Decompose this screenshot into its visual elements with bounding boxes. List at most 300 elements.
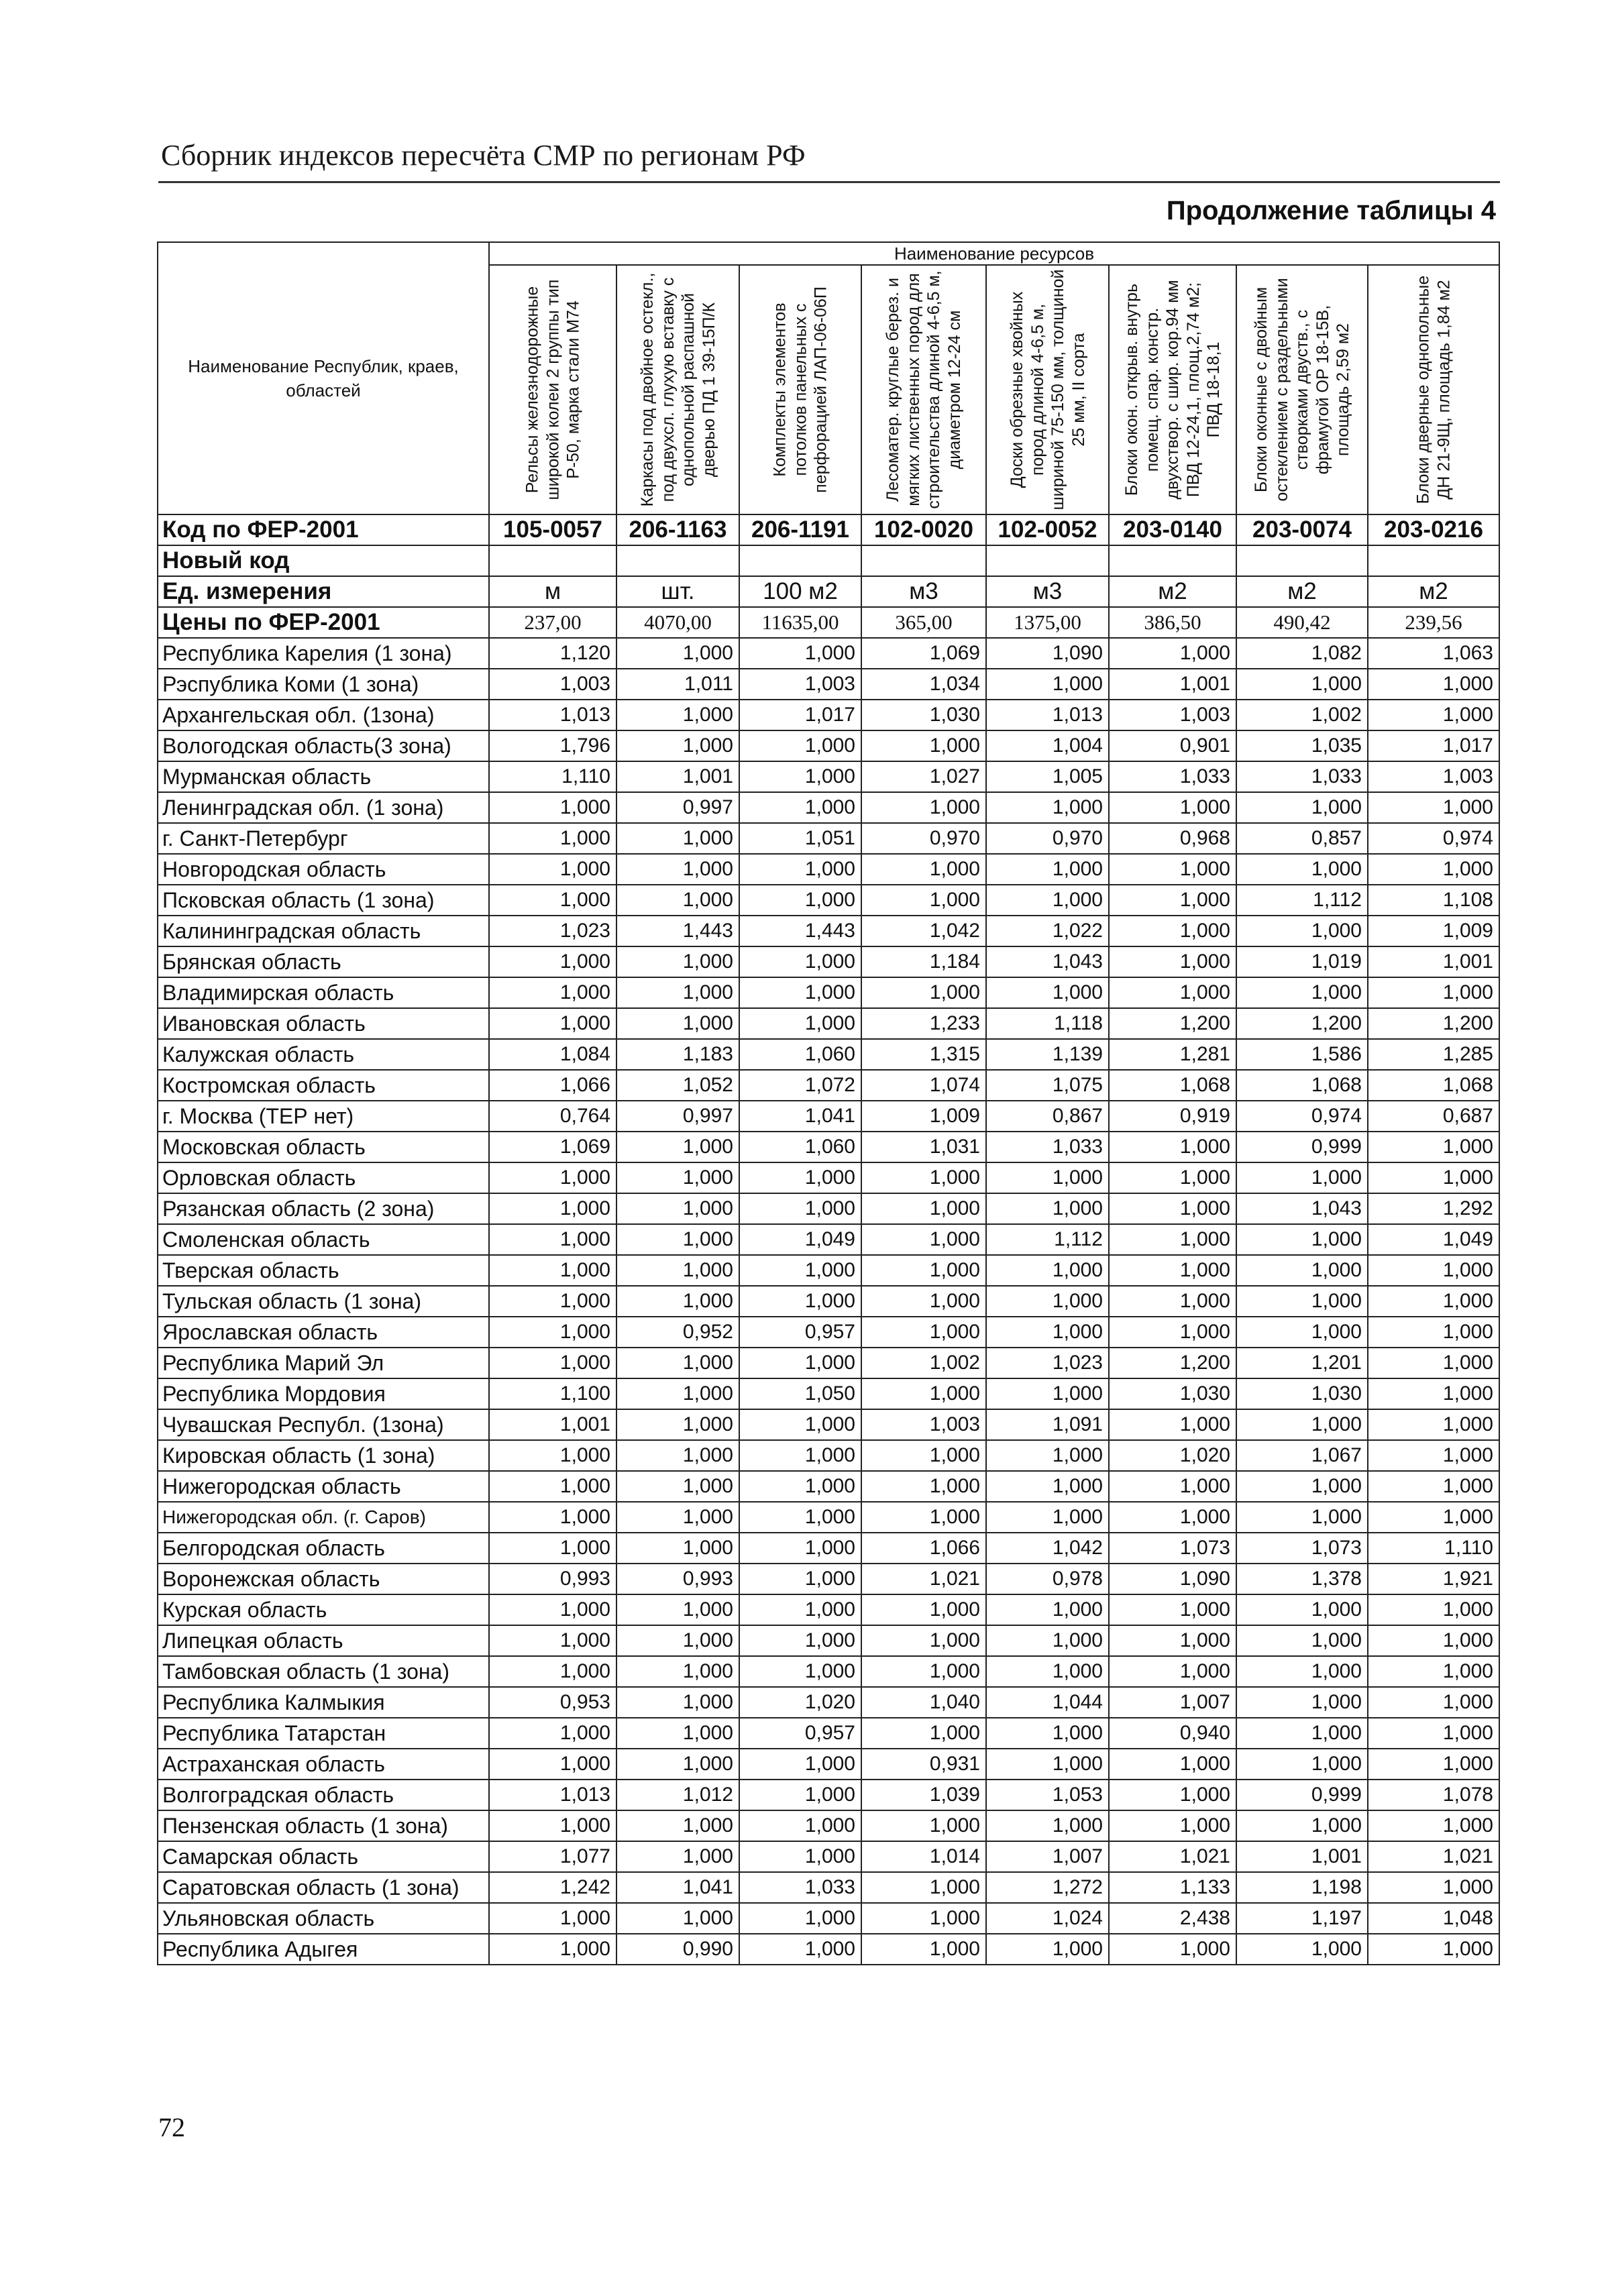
index-value: 1,000 bbox=[1236, 1502, 1368, 1533]
index-value: 1,000 bbox=[861, 1317, 986, 1348]
table-row bbox=[158, 1841, 1499, 1872]
resource-name-text: Блоки окон. открыв. внутрь помещ. спар. констр. двухствор. с шир. кор.94 мм ПВД 12-24,1, площ.2,74 м2; ПВД 18-18,1 bbox=[1122, 280, 1223, 500]
index-value: 1,000 bbox=[739, 1286, 861, 1317]
table-row bbox=[158, 638, 1499, 669]
index-value: 1,000 bbox=[1236, 1625, 1368, 1656]
new-code-row-label: Новый код bbox=[158, 545, 489, 576]
index-value: 1,000 bbox=[489, 1162, 616, 1193]
region-name: Ярославская область bbox=[158, 1317, 489, 1348]
index-value: 1,000 bbox=[1109, 1162, 1236, 1193]
index-value: 1,069 bbox=[489, 1132, 616, 1162]
index-value: 1,000 bbox=[739, 792, 861, 823]
index-value: 1,000 bbox=[1109, 1749, 1236, 1780]
index-value: 1,000 bbox=[861, 1872, 986, 1903]
index-value: 1,000 bbox=[1109, 1317, 1236, 1348]
index-value: 1,005 bbox=[986, 761, 1109, 792]
index-value: 1,110 bbox=[489, 761, 616, 792]
index-value: 1,003 bbox=[861, 1409, 986, 1440]
index-value: 1,281 bbox=[1109, 1039, 1236, 1070]
index-value: 1,000 bbox=[616, 1255, 739, 1286]
index-value: 1,586 bbox=[1236, 1039, 1368, 1070]
index-value: 1,000 bbox=[986, 1193, 1109, 1224]
region-name: Ивановская область bbox=[158, 1008, 489, 1039]
index-value: 1,000 bbox=[861, 1471, 986, 1502]
index-value: 1,007 bbox=[986, 1841, 1109, 1872]
index-value: 1,000 bbox=[1236, 916, 1368, 946]
index-value: 1,000 bbox=[616, 977, 739, 1008]
index-value: 1,082 bbox=[1236, 638, 1368, 669]
index-value: 0,919 bbox=[1109, 1101, 1236, 1132]
region-name: Республика Адыгея bbox=[158, 1934, 489, 1965]
index-value: 0,857 bbox=[1236, 823, 1368, 854]
index-value: 1,000 bbox=[1236, 1409, 1368, 1440]
resource-code: 206-1191 bbox=[739, 514, 861, 545]
index-value: 1,000 bbox=[1109, 854, 1236, 885]
new-code-cell bbox=[1236, 545, 1368, 576]
index-value: 1,020 bbox=[1109, 1440, 1236, 1471]
table-row bbox=[158, 1718, 1499, 1749]
index-value: 2,438 bbox=[1109, 1903, 1236, 1934]
resource-code: 203-0140 bbox=[1109, 514, 1236, 545]
table-row bbox=[158, 854, 1499, 885]
index-value: 1,066 bbox=[861, 1533, 986, 1564]
index-value: 1,000 bbox=[739, 730, 861, 761]
index-value: 1,030 bbox=[861, 700, 986, 730]
index-value: 0,974 bbox=[1368, 823, 1499, 854]
index-value: 1,000 bbox=[739, 638, 861, 669]
index-value: 1,072 bbox=[739, 1070, 861, 1101]
region-column-header: Наименование Республик, краев, областей bbox=[158, 242, 489, 514]
index-value: 1,000 bbox=[616, 1348, 739, 1378]
index-value: 1,000 bbox=[489, 1594, 616, 1625]
region-name: Нижегородская обл. (г. Саров) bbox=[158, 1502, 489, 1533]
resource-price: 386,50 bbox=[1109, 607, 1236, 638]
index-value: 0,931 bbox=[861, 1749, 986, 1780]
index-value: 1,021 bbox=[1368, 1841, 1499, 1872]
index-value: 1,000 bbox=[1109, 1286, 1236, 1317]
index-value: 0,999 bbox=[1236, 1780, 1368, 1810]
index-value: 0,978 bbox=[986, 1564, 1109, 1594]
region-name: Республика Татарстан bbox=[158, 1718, 489, 1749]
region-name: Республика Мордовия bbox=[158, 1378, 489, 1409]
index-value: 1,000 bbox=[1236, 669, 1368, 700]
code-row bbox=[158, 514, 1499, 545]
index-value: 1,000 bbox=[739, 1008, 861, 1039]
region-name: Калининградская область bbox=[158, 916, 489, 946]
index-value: 1,033 bbox=[1236, 761, 1368, 792]
index-value: 1,000 bbox=[489, 1317, 616, 1348]
index-value: 1,000 bbox=[489, 946, 616, 977]
resource-code: 102-0052 bbox=[986, 514, 1109, 545]
index-value: 1,000 bbox=[616, 823, 739, 854]
resource-unit: шт. bbox=[616, 576, 739, 607]
index-value: 1,000 bbox=[986, 1810, 1109, 1841]
region-name: Курская область bbox=[158, 1594, 489, 1625]
index-value: 1,017 bbox=[1368, 730, 1499, 761]
index-value: 1,000 bbox=[1109, 916, 1236, 946]
index-value: 0,970 bbox=[861, 823, 986, 854]
index-value: 1,378 bbox=[1236, 1564, 1368, 1594]
region-name: Калужская область bbox=[158, 1039, 489, 1070]
index-value: 1,000 bbox=[489, 977, 616, 1008]
table-row bbox=[158, 885, 1499, 916]
index-value: 1,000 bbox=[616, 1533, 739, 1564]
region-name: г. Санкт-Петербург bbox=[158, 823, 489, 854]
index-value: 1,060 bbox=[739, 1039, 861, 1070]
resource-name-text: Рельсы железнодорожные широкой колеи 2 группы тип Р-50, марка стали М74 bbox=[523, 279, 583, 500]
index-value: 0,952 bbox=[616, 1317, 739, 1348]
index-value: 1,000 bbox=[739, 761, 861, 792]
index-value: 1,011 bbox=[616, 669, 739, 700]
resource-unit: м bbox=[489, 576, 616, 607]
index-value: 1,100 bbox=[489, 1378, 616, 1409]
index-value: 1,001 bbox=[1368, 946, 1499, 977]
index-value: 1,077 bbox=[489, 1841, 616, 1872]
region-name: Тамбовская область (1 зона) bbox=[158, 1656, 489, 1687]
index-value: 1,000 bbox=[986, 1440, 1109, 1471]
index-value: 1,043 bbox=[1236, 1193, 1368, 1224]
index-value: 1,000 bbox=[616, 1718, 739, 1749]
resource-unit: м3 bbox=[861, 576, 986, 607]
index-value: 1,075 bbox=[986, 1070, 1109, 1101]
index-value: 1,000 bbox=[861, 854, 986, 885]
index-value: 1,000 bbox=[986, 1471, 1109, 1502]
index-value: 1,000 bbox=[861, 1594, 986, 1625]
index-value: 0,997 bbox=[616, 792, 739, 823]
index-value: 0,764 bbox=[489, 1101, 616, 1132]
resource-name-header bbox=[861, 265, 986, 514]
index-value: 1,000 bbox=[489, 1008, 616, 1039]
index-value: 1,000 bbox=[739, 1656, 861, 1687]
index-value: 0,953 bbox=[489, 1687, 616, 1718]
index-value: 1,049 bbox=[1368, 1224, 1499, 1255]
index-value: 1,000 bbox=[1109, 1502, 1236, 1533]
table-row bbox=[158, 916, 1499, 946]
index-value: 1,002 bbox=[861, 1348, 986, 1378]
region-name: Тверская область bbox=[158, 1255, 489, 1286]
index-value: 1,000 bbox=[1109, 792, 1236, 823]
resource-unit: м3 bbox=[986, 576, 1109, 607]
region-name: Костромская область bbox=[158, 1070, 489, 1101]
index-value: 1,053 bbox=[986, 1780, 1109, 1810]
index-value: 1,000 bbox=[616, 730, 739, 761]
index-value: 1,272 bbox=[986, 1872, 1109, 1903]
index-value: 1,000 bbox=[986, 1255, 1109, 1286]
index-value: 1,000 bbox=[861, 1625, 986, 1656]
index-value: 1,000 bbox=[489, 1810, 616, 1841]
index-value: 1,000 bbox=[489, 1533, 616, 1564]
region-name: Волгоградская область bbox=[158, 1780, 489, 1810]
index-value: 1,013 bbox=[489, 700, 616, 730]
index-value: 1,183 bbox=[616, 1039, 739, 1070]
resource-price: 239,56 bbox=[1368, 607, 1499, 638]
unit-row bbox=[158, 576, 1499, 607]
index-value: 1,000 bbox=[616, 1440, 739, 1471]
index-value: 1,003 bbox=[489, 669, 616, 700]
table-row bbox=[158, 1903, 1499, 1934]
region-name: Смоленская область bbox=[158, 1224, 489, 1255]
index-value: 1,000 bbox=[616, 1132, 739, 1162]
index-value: 1,000 bbox=[861, 1193, 986, 1224]
index-value: 1,078 bbox=[1368, 1780, 1499, 1810]
table-continuation-label: Продолжение таблицы 4 bbox=[1166, 196, 1496, 225]
index-value: 0,968 bbox=[1109, 823, 1236, 854]
region-name: Нижегородская область bbox=[158, 1471, 489, 1502]
table-row bbox=[158, 700, 1499, 730]
index-value: 1,014 bbox=[861, 1841, 986, 1872]
index-value: 1,000 bbox=[1109, 1656, 1236, 1687]
table-row bbox=[158, 1193, 1499, 1224]
index-value: 1,052 bbox=[616, 1070, 739, 1101]
index-value: 1,796 bbox=[489, 730, 616, 761]
region-name: Республика Марий Эл bbox=[158, 1348, 489, 1378]
index-value: 1,000 bbox=[616, 1810, 739, 1841]
index-value: 1,000 bbox=[616, 1193, 739, 1224]
index-value: 1,073 bbox=[1109, 1533, 1236, 1564]
resource-name-text: Лесоматер. круглые берез. и мягких лиственных пород для строительства длиной 4-6,5 м, диаметром 12-24 см bbox=[883, 270, 964, 509]
index-value: 1,000 bbox=[616, 1378, 739, 1409]
index-value: 1,000 bbox=[489, 792, 616, 823]
index-value: 1,000 bbox=[489, 1903, 616, 1934]
index-value: 1,000 bbox=[616, 1409, 739, 1440]
index-value: 1,000 bbox=[986, 1378, 1109, 1409]
index-value: 1,000 bbox=[861, 1286, 986, 1317]
index-value: 1,000 bbox=[1109, 1625, 1236, 1656]
resource-code: 203-0074 bbox=[1236, 514, 1368, 545]
index-value: 1,000 bbox=[861, 1810, 986, 1841]
index-value: 1,022 bbox=[986, 916, 1109, 946]
index-value: 1,000 bbox=[489, 823, 616, 854]
resource-price: 490,42 bbox=[1236, 607, 1368, 638]
index-value: 1,017 bbox=[739, 700, 861, 730]
index-value: 1,033 bbox=[1109, 761, 1236, 792]
index-value: 1,000 bbox=[986, 669, 1109, 700]
index-value: 1,000 bbox=[986, 885, 1109, 916]
resource-name-header bbox=[616, 265, 739, 514]
table-row bbox=[158, 1224, 1499, 1255]
index-value: 1,242 bbox=[489, 1872, 616, 1903]
resource-name-text: Каркасы под двойное остекл., под двухсл. глухую вставку с однопольной распашной дверью ПД 1 39-15П/К bbox=[637, 272, 718, 507]
index-value: 1,060 bbox=[739, 1132, 861, 1162]
table-row bbox=[158, 1162, 1499, 1193]
index-value: 1,000 bbox=[1109, 946, 1236, 977]
index-value: 1,000 bbox=[861, 730, 986, 761]
table-row bbox=[158, 1471, 1499, 1502]
index-value: 1,000 bbox=[1109, 1810, 1236, 1841]
table-row bbox=[158, 1780, 1499, 1810]
index-value: 0,901 bbox=[1109, 730, 1236, 761]
index-value: 1,285 bbox=[1368, 1039, 1499, 1070]
index-value: 1,120 bbox=[489, 638, 616, 669]
index-value: 1,023 bbox=[986, 1348, 1109, 1378]
region-name: Вологодская область(3 зона) bbox=[158, 730, 489, 761]
index-value: 1,027 bbox=[861, 761, 986, 792]
index-value: 1,000 bbox=[739, 1440, 861, 1471]
table-row bbox=[158, 1687, 1499, 1718]
index-value: 1,000 bbox=[1236, 1255, 1368, 1286]
resource-name-header bbox=[1368, 265, 1499, 514]
region-name: Чувашская Республ. (1зона) bbox=[158, 1409, 489, 1440]
price-row-label: Цены по ФЕР-2001 bbox=[158, 607, 489, 638]
index-value: 1,000 bbox=[739, 854, 861, 885]
index-value: 1,000 bbox=[1109, 977, 1236, 1008]
index-value: 1,012 bbox=[616, 1780, 739, 1810]
index-value: 1,021 bbox=[1109, 1841, 1236, 1872]
index-value: 1,000 bbox=[1368, 1409, 1499, 1440]
index-value: 1,000 bbox=[616, 1687, 739, 1718]
index-value: 1,110 bbox=[1368, 1533, 1499, 1564]
index-value: 0,957 bbox=[739, 1718, 861, 1749]
resource-price: 365,00 bbox=[861, 607, 986, 638]
index-value: 1,007 bbox=[1109, 1687, 1236, 1718]
index-value: 1,000 bbox=[489, 1193, 616, 1224]
index-value: 1,000 bbox=[1109, 1224, 1236, 1255]
index-value: 1,139 bbox=[986, 1039, 1109, 1070]
index-value: 1,000 bbox=[1236, 854, 1368, 885]
new-code-cell bbox=[489, 545, 616, 576]
table-row bbox=[158, 1255, 1499, 1286]
index-value: 1,000 bbox=[489, 1749, 616, 1780]
index-value: 1,000 bbox=[616, 1749, 739, 1780]
index-value: 1,002 bbox=[1236, 700, 1368, 730]
index-value: 1,000 bbox=[489, 854, 616, 885]
index-value: 1,009 bbox=[1368, 916, 1499, 946]
resource-unit: м2 bbox=[1109, 576, 1236, 607]
index-value: 1,000 bbox=[489, 1934, 616, 1965]
index-value: 1,000 bbox=[986, 1594, 1109, 1625]
table-row bbox=[158, 1440, 1499, 1471]
index-value: 1,000 bbox=[986, 792, 1109, 823]
table-row bbox=[158, 1810, 1499, 1841]
index-value: 1,000 bbox=[1236, 792, 1368, 823]
index-value: 1,200 bbox=[1368, 1008, 1499, 1039]
region-name: Саратовская область (1 зона) bbox=[158, 1872, 489, 1903]
index-value: 1,000 bbox=[739, 1409, 861, 1440]
table-row bbox=[158, 1008, 1499, 1039]
table-body bbox=[158, 514, 1499, 1965]
index-value: 1,108 bbox=[1368, 885, 1499, 916]
table-row bbox=[158, 1872, 1499, 1903]
region-name: Липецкая область bbox=[158, 1625, 489, 1656]
new-code-cell bbox=[1109, 545, 1236, 576]
index-value: 1,000 bbox=[739, 1533, 861, 1564]
index-value: 1,039 bbox=[861, 1780, 986, 1810]
region-name: Псковская область (1 зона) bbox=[158, 885, 489, 916]
index-value: 1,066 bbox=[489, 1070, 616, 1101]
resource-name-header bbox=[1109, 265, 1236, 514]
index-value: 1,000 bbox=[1109, 1193, 1236, 1224]
index-value: 1,000 bbox=[986, 1625, 1109, 1656]
resource-unit: м2 bbox=[1236, 576, 1368, 607]
table-row bbox=[158, 823, 1499, 854]
index-value: 1,000 bbox=[616, 1594, 739, 1625]
index-value: 1,000 bbox=[1109, 1594, 1236, 1625]
index-value: 1,000 bbox=[616, 638, 739, 669]
index-value: 1,041 bbox=[616, 1872, 739, 1903]
index-value: 1,000 bbox=[986, 1162, 1109, 1193]
index-value: 1,000 bbox=[616, 1471, 739, 1502]
index-value: 1,024 bbox=[986, 1903, 1109, 1934]
table-row bbox=[158, 1378, 1499, 1409]
table-row bbox=[158, 1348, 1499, 1378]
index-value: 1,201 bbox=[1236, 1348, 1368, 1378]
index-value: 1,443 bbox=[739, 916, 861, 946]
index-value: 1,000 bbox=[739, 1348, 861, 1378]
table-row bbox=[158, 730, 1499, 761]
table-row bbox=[158, 1101, 1499, 1132]
index-value: 1,000 bbox=[861, 1502, 986, 1533]
index-value: 1,000 bbox=[489, 885, 616, 916]
index-value: 1,000 bbox=[739, 1162, 861, 1193]
unit-row-label: Ед. измерения bbox=[158, 576, 489, 607]
index-value: 1,000 bbox=[1109, 1132, 1236, 1162]
index-value: 1,048 bbox=[1368, 1903, 1499, 1934]
index-value: 1,000 bbox=[1236, 1594, 1368, 1625]
index-value: 1,000 bbox=[739, 1594, 861, 1625]
index-value: 1,000 bbox=[616, 1224, 739, 1255]
index-value: 1,031 bbox=[861, 1132, 986, 1162]
region-name: Архангельская обл. (1зона) bbox=[158, 700, 489, 730]
index-value: 1,000 bbox=[1236, 1934, 1368, 1965]
table-row bbox=[158, 1749, 1499, 1780]
table-row bbox=[158, 1132, 1499, 1162]
resource-unit: м2 bbox=[1368, 576, 1499, 607]
resource-name-text: Комплекты элементов потолков панельных с перфорацией ЛАП-06-06П bbox=[770, 286, 830, 493]
index-value: 1,000 bbox=[986, 1286, 1109, 1317]
region-name: Московская область bbox=[158, 1132, 489, 1162]
regional-index-table bbox=[157, 241, 1500, 1965]
table-row bbox=[158, 1502, 1499, 1533]
index-value: 1,000 bbox=[1368, 1317, 1499, 1348]
index-value: 1,000 bbox=[616, 1502, 739, 1533]
index-value: 1,000 bbox=[986, 1934, 1109, 1965]
region-name: Владимирская область bbox=[158, 977, 489, 1008]
index-value: 1,000 bbox=[861, 1656, 986, 1687]
index-value: 1,000 bbox=[739, 1810, 861, 1841]
region-name: Самарская область bbox=[158, 1841, 489, 1872]
index-value: 1,921 bbox=[1368, 1564, 1499, 1594]
index-value: 1,000 bbox=[1109, 1409, 1236, 1440]
index-value: 1,000 bbox=[986, 1656, 1109, 1687]
index-value: 1,000 bbox=[1368, 1872, 1499, 1903]
index-value: 1,068 bbox=[1109, 1070, 1236, 1101]
index-value: 1,000 bbox=[489, 1255, 616, 1286]
index-value: 1,000 bbox=[861, 1903, 986, 1934]
index-value: 1,043 bbox=[986, 946, 1109, 977]
index-value: 1,000 bbox=[861, 1162, 986, 1193]
table-row bbox=[158, 761, 1499, 792]
index-value: 1,090 bbox=[1109, 1564, 1236, 1594]
resource-unit: 100 м2 bbox=[739, 576, 861, 607]
index-value: 1,000 bbox=[1368, 669, 1499, 700]
index-value: 1,000 bbox=[1368, 1162, 1499, 1193]
index-value: 1,000 bbox=[1368, 1132, 1499, 1162]
index-value: 1,049 bbox=[739, 1224, 861, 1255]
index-value: 1,000 bbox=[489, 1286, 616, 1317]
index-value: 1,000 bbox=[616, 946, 739, 977]
index-value: 1,063 bbox=[1368, 638, 1499, 669]
resource-price: 11635,00 bbox=[739, 607, 861, 638]
resources-group-header: Наименование ресурсов bbox=[489, 242, 1499, 265]
index-value: 1,000 bbox=[739, 1564, 861, 1594]
index-value: 1,000 bbox=[739, 885, 861, 916]
region-name: Воронежская область bbox=[158, 1564, 489, 1594]
resource-code: 102-0020 bbox=[861, 514, 986, 545]
index-value: 1,233 bbox=[861, 1008, 986, 1039]
index-value: 1,035 bbox=[1236, 730, 1368, 761]
table-row bbox=[158, 792, 1499, 823]
index-value: 1,000 bbox=[1109, 885, 1236, 916]
